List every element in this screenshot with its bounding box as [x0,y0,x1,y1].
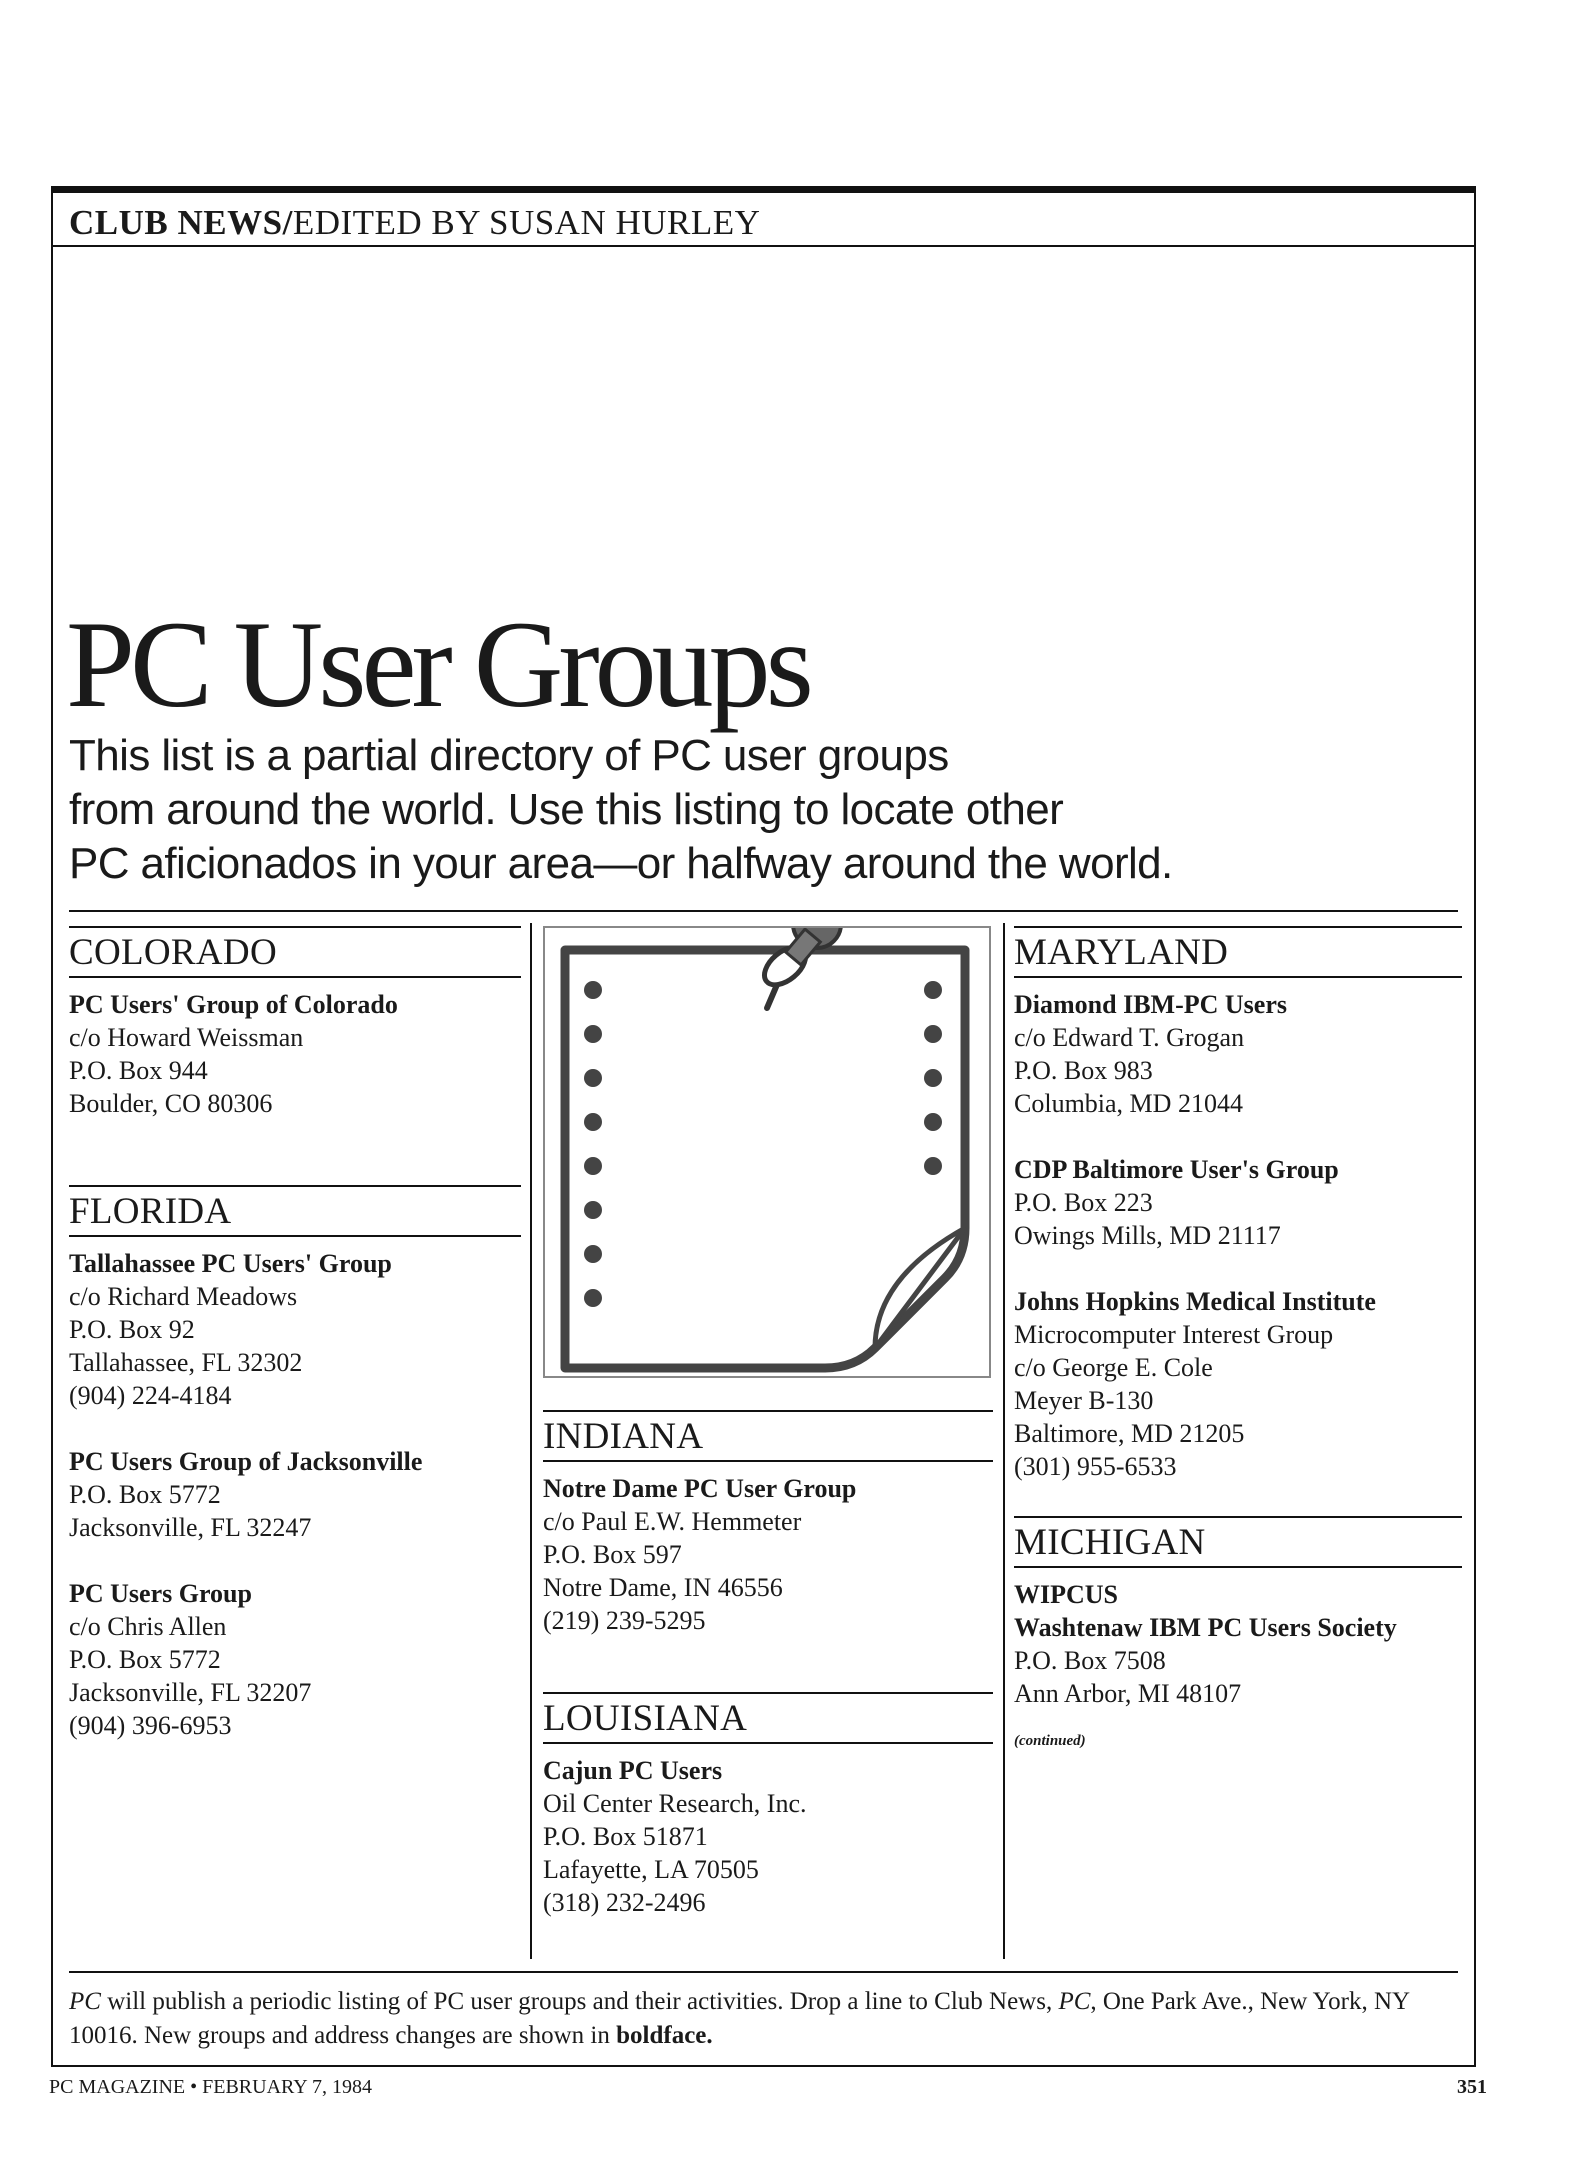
list-item [543,1472,993,1637]
header-bar [53,193,1474,247]
address-line: Meyer B-130 [1014,1386,1154,1415]
group-name: PC Users Group [69,1579,252,1608]
phone-line: (904) 396-6953 [69,1711,232,1740]
list-item [543,1754,993,1919]
subtitle-line: This list is a partial directory of PC user groups [69,731,949,780]
address-line: Tallahassee, FL 32302 [69,1348,303,1377]
group-name: Notre Dame PC User Group [543,1474,857,1503]
column-divider [1003,923,1005,1959]
section-header: CLUB NEWS/EDITED BY SUSAN HURLEY [69,203,761,242]
address-line: Baltimore, MD 21205 [1014,1419,1245,1448]
column-middle [543,926,993,1952]
state-heading-colorado: COLORADO [69,926,521,978]
group-name: PC Users Group of Jacksonville [69,1447,423,1476]
pushpin-note-icon [545,928,993,1380]
address-line: P.O. Box 597 [543,1540,682,1569]
phone-line: (318) 232-2496 [543,1888,706,1917]
address-line: c/o Richard Meadows [69,1282,298,1311]
address-line: P.O. Box 944 [69,1056,208,1085]
page-number: 351 [1457,2076,1487,2098]
group-name: Cajun PC Users [543,1756,723,1785]
state-heading-indiana: INDIANA [543,1410,993,1462]
address-line: Ann Arbor, MI 48107 [1014,1679,1242,1708]
group-name: Washtenaw IBM PC Users Society [1014,1613,1397,1642]
state-heading-florida: FLORIDA [69,1185,521,1237]
page-title: PC User Groups [66,596,809,733]
state-heading-louisiana: LOUISIANA [543,1692,993,1744]
list-item [69,988,521,1120]
address-line: c/o Howard Weissman [69,1023,304,1052]
list-item [1014,1153,1462,1252]
phone-line: (904) 224-4184 [69,1381,232,1410]
column-right [1014,926,1462,1750]
list-item [1014,1285,1462,1483]
footer-publication: PC MAGAZINE • FEBRUARY 7, 1984 [49,2076,372,2098]
address-line: c/o George E. Cole [1014,1353,1213,1382]
address-line: P.O. Box 51871 [543,1822,708,1851]
list-item [69,1247,521,1412]
group-name: Diamond IBM-PC Users [1014,990,1287,1019]
group-name: Tallahassee PC Users' Group [69,1249,392,1278]
phone-line: (301) 955-6533 [1014,1452,1177,1481]
page-frame [51,186,1476,2067]
state-heading-michigan: MICHIGAN [1014,1516,1462,1568]
list-item [1014,988,1462,1120]
address-line: P.O. Box 5772 [69,1480,221,1509]
address-line: Microcomputer Interest Group [1014,1320,1334,1349]
state-heading-maryland: MARYLAND [1014,926,1462,978]
pushpin-note-illustration [543,926,991,1378]
address-line: c/o Paul E.W. Hemmeter [543,1507,802,1536]
group-name: CDP Baltimore User's Group [1014,1155,1339,1184]
address-line: Jacksonville, FL 32247 [69,1513,312,1542]
address-line: Jacksonville, FL 32207 [69,1678,312,1707]
address-line: Oil Center Research, Inc. [543,1789,807,1818]
address-line: c/o Edward T. Grogan [1014,1023,1245,1052]
address-line: P.O. Box 983 [1014,1056,1153,1085]
group-name: Johns Hopkins Medical Institute [1014,1287,1376,1316]
phone-line: (219) 239-5295 [543,1606,706,1635]
footnote: PC will publish a periodic listing of PC user groups and their activities. Drop a line to Club News, PC, One Park Ave., New York, NY 10016. New groups and address changes are shown in boldface. [69,1988,1410,2049]
address-line: P.O. Box 5772 [69,1645,221,1674]
address-line: P.O. Box 92 [69,1315,195,1344]
column-left [69,926,521,1775]
address-line: Owings Mills, MD 21117 [1014,1221,1281,1250]
divider [69,1971,1458,1973]
list-item [69,1445,521,1544]
address-line: Columbia, MD 21044 [1014,1089,1243,1118]
subtitle-line: PC aficionados in your area—or halfway around the world. [69,839,1173,888]
address-line: Boulder, CO 80306 [69,1089,273,1118]
address-line: Notre Dame, IN 46556 [543,1573,783,1602]
divider [69,910,1458,912]
list-item [69,1577,521,1742]
list-item [1014,1578,1462,1710]
address-line: Lafayette, LA 70505 [543,1855,759,1884]
address-line: P.O. Box 223 [1014,1188,1153,1217]
group-name: WIPCUS [1014,1580,1119,1609]
continued-note: (continued) [1014,1733,1086,1749]
subtitle-line: from around the world. Use this listing to locate other [69,785,1064,834]
column-divider [530,923,532,1959]
address-line: c/o Chris Allen [69,1612,227,1641]
page-subtitle [69,729,1389,891]
address-line: P.O. Box 7508 [1014,1646,1166,1675]
group-name: PC Users' Group of Colorado [69,990,398,1019]
